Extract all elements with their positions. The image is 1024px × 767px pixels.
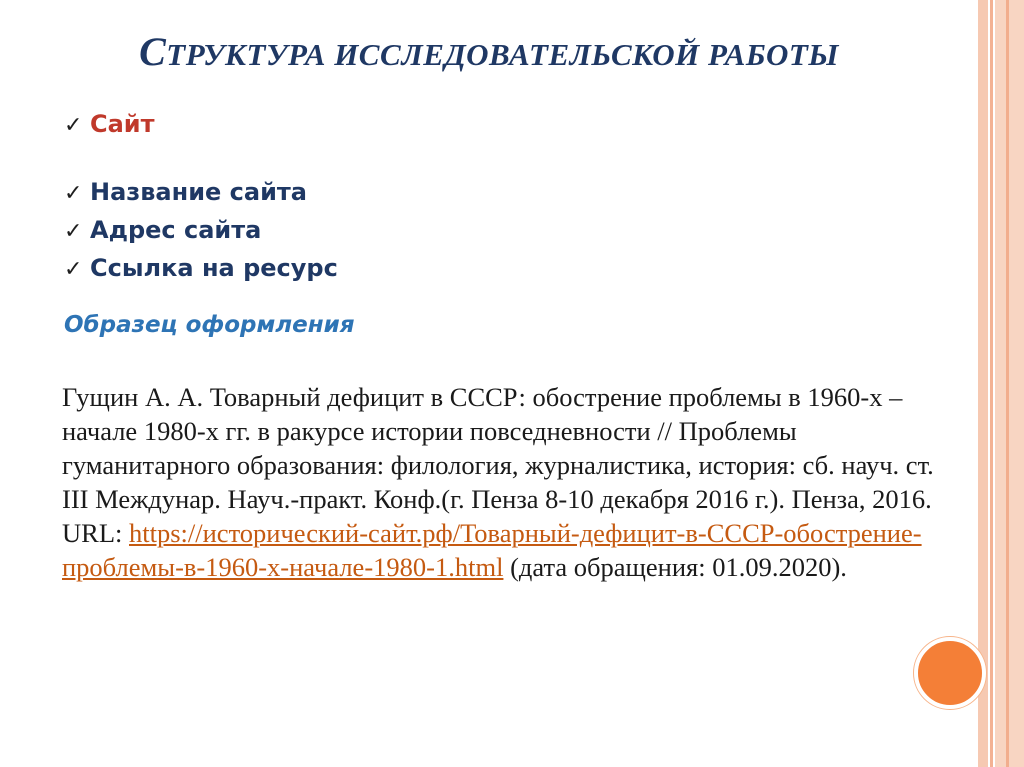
list-item-label: Сайт — [90, 110, 155, 138]
slide-title — [0, 28, 978, 75]
requirements-list — [64, 106, 338, 288]
citation-text — [62, 380, 952, 584]
list-item-label: Ссылка на ресурс — [90, 254, 338, 282]
citation-link[interactable]: https://исторический-сайт.рф/Товарный-дефицит-в-СССР-обострение-проблемы-в-1960-х-начале-1980-1.html — [62, 518, 922, 582]
checkmark-icon: ✓ — [64, 181, 83, 206]
list-item-label: Адрес сайта — [90, 216, 262, 244]
list-item-resource-link — [64, 250, 338, 288]
decorative-stripe-line — [1006, 0, 1009, 767]
citation-text-before: Гущин А. А. Товарный дефицит в СССР: обострение проблемы в 1960-х – начале 1980-х гг. в ракурсе истории повседневности // Проблемы гуманитарного образования: филология, журналистика, история: сб. науч. ст. III Междунар. Науч.-практ. Конф.(г. Пенза 8-10 декабря 2016 г.). Пенза, 2016. URL: — [62, 382, 934, 548]
title-first-letter: С — [139, 29, 167, 74]
citation-text-after: (дата обращения: 01.09.2020). — [503, 552, 847, 582]
decorative-stripe-line — [990, 0, 993, 767]
list-item-site — [64, 106, 338, 144]
checkmark-icon: ✓ — [64, 113, 83, 138]
checkmark-icon: ✓ — [64, 219, 83, 244]
decorative-stripe — [995, 0, 1024, 767]
decorative-circle — [914, 637, 986, 709]
list-item-site-address — [64, 212, 338, 250]
list-item-label: Название сайта — [90, 178, 307, 206]
list-item-site-name — [64, 174, 338, 212]
checkmark-icon: ✓ — [64, 257, 83, 282]
sample-heading: Образец оформления — [64, 312, 355, 338]
title-rest: ТРУКТУРА ИССЛЕДОВАТЕЛЬСКОЙ РАБОТЫ — [166, 37, 839, 72]
list-spacer — [64, 144, 338, 174]
